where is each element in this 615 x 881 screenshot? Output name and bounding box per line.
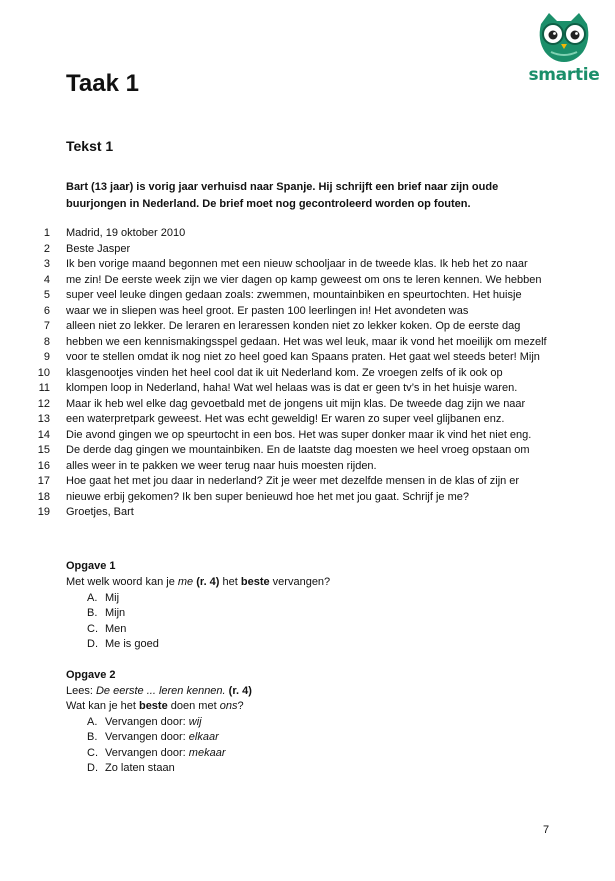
line-text: alleen niet zo lekker. De leraren en leraressen konden niet zo lekker koken. Op de eerste dag: [66, 320, 521, 332]
line-number: 2: [43, 242, 50, 255]
line-text: De derde dag gingen we mountainbiken. En de laatste dag moesten we heel vroeg opstaan om: [66, 444, 530, 456]
line-number: 3: [43, 258, 50, 270]
line-text: Groetjes, Bart: [66, 506, 134, 518]
line-number: 6: [43, 304, 50, 317]
line-text: klasgenootjes vinden het heel cool dat ik uit Nederland kom. Ze vroegen zelfs of ik ook op: [66, 366, 503, 379]
line-number: 8: [43, 335, 50, 348]
line-text: Ik ben vorige maand begonnen met een nieuw schooljaar in de tweede klas. Ik heb het zo naar: [66, 258, 528, 270]
line-text: waar we in sliepen was heel groot. Er pasten 100 leerlingen in! Het avondeten was: [66, 304, 469, 317]
line-text: hebben we een kennismakingsspel gedaan. Het was wel leuk, maar ik vond het moeilijk om mezelf: [66, 335, 547, 348]
question-2-option-c: C. Vervangen door: mekaar: [87, 747, 226, 759]
line-text: een waterpretpark geweest. Het was echt geweldig! Er waren zo super veel glijbanen enz.: [66, 413, 505, 425]
line-number: 15: [37, 444, 50, 456]
line-number: 18: [37, 490, 50, 503]
line-number: 13: [37, 413, 50, 425]
question-1-option-b: B. Mijn: [87, 607, 126, 619]
line-number: 5: [43, 289, 50, 301]
owl-icon: [535, 10, 593, 62]
question-2-option-d: D. Zo laten staan: [87, 762, 175, 774]
question-1-text: Met welk woord kan je me (r. 4) het beste vervangen?: [66, 576, 331, 588]
question-2-label: Opgave 2: [66, 669, 116, 681]
logo-wordmark: smartie: [528, 65, 600, 85]
question-2-reference: Lees: De eerste ... leren kennen. (r. 4): [66, 685, 252, 697]
question-2-text: Wat kan je het beste doen met ons?: [66, 700, 244, 712]
line-number: 11: [38, 382, 50, 394]
line-text: super veel leuke dingen gedaan zoals: zwemmen, mountainbiken en speurtochten. Het huisje: [66, 289, 522, 301]
question-1-label: Opgave 1: [66, 560, 116, 572]
line-text: nieuwe erbij gekomen? Ik ben super benieuwd hoe het met jou gaat. Schrijf je me?: [66, 490, 469, 503]
question-2-option-a: A. Vervangen door: wij: [87, 716, 202, 728]
question-1-option-c: C. Men: [87, 623, 127, 635]
line-number: 1: [43, 227, 50, 239]
page-number: 7: [543, 824, 550, 836]
page-title: Taak 1: [66, 70, 139, 97]
line-text: alles weer in te pakken we weer terug naar huis moesten rijden.: [66, 459, 377, 472]
line-number: 7: [43, 320, 50, 332]
line-text: voor te stellen omdat ik nog niet zo heel goed kan Spaans praten. Het gaat wel steeds beter! Mijn: [66, 351, 540, 363]
line-text: Die avond gingen we op speurtocht in een bos. Het was super donker maar ik vind het niet eng.: [66, 428, 532, 441]
line-number: 12: [37, 397, 50, 410]
line-number: 19: [37, 506, 50, 518]
line-number: 4: [43, 273, 50, 286]
line-number: 14: [37, 428, 50, 441]
line-text: klompen loop in Nederland, haha! Wat wel helaas was is dat er geen tv’s in het huisje waren.: [66, 382, 518, 394]
text-title: Tekst 1: [66, 138, 114, 154]
question-2-option-b: B. Vervangen door: elkaar: [87, 731, 219, 743]
question-1-option-d: D. Me is goed: [87, 638, 159, 650]
line-text: me zin! De eerste week zijn we vier dagen op kamp geweest om ons te leren kennen. We hebben: [66, 273, 542, 286]
question-1-option-a: A. Mij: [87, 592, 120, 604]
line-number: 9: [43, 351, 50, 363]
line-number: 16: [37, 459, 50, 472]
line-text: Maar ik heb wel elke dag gevoetbald met de jongens uit mijn klas. De tweede dag zijn we naar: [66, 397, 526, 410]
line-text: Beste Jasper: [66, 242, 131, 255]
line-number: 17: [37, 475, 50, 487]
intro-paragraph: Bart (13 jaar) is vorig jaar verhuisd naar Spanje. Hij schrijft een brief naar zijn oude buurjongen in Nederland. De brief moet nog gecontroleerd worden op fouten.: [66, 181, 499, 210]
line-number: 10: [37, 366, 50, 379]
line-text: Madrid, 19 oktober 2010: [66, 227, 186, 239]
smartie-logo: [527, 10, 601, 85]
line-text: Hoe gaat het met jou daar in nederland? Zit je weer met dezelfde mensen in de klas of zijn er: [66, 475, 520, 487]
